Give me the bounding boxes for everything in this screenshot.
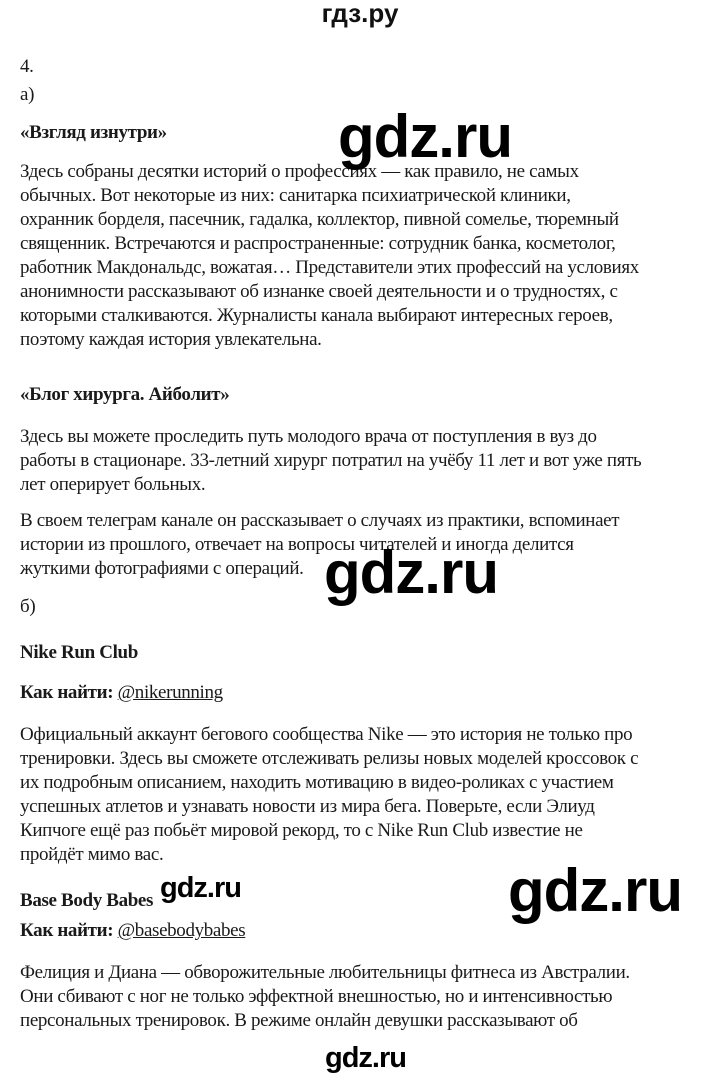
text-line: Кипчоге ещё раз побьёт мировой рекорд, то с Nike Run Club известие не: [20, 820, 583, 841]
text-line: обычных. Вот некоторые из них: санитарка психиатрической клиники,: [20, 185, 571, 206]
text-line: В своем телеграм канале он рассказывает о случаях из практики, вспоминает: [20, 510, 620, 531]
text-line: священник. Встречаются и распространенные: сотрудник банка, косметолог,: [20, 233, 616, 254]
text-line: Здесь вы можете проследить путь молодого врача от поступления в вуз до: [20, 426, 597, 447]
watermark: gdz.ru: [160, 872, 241, 904]
text-line: Фелиция и Диана — обворожительные любительницы фитнеса из Австралии.: [20, 962, 630, 983]
section-b-label: б): [20, 596, 36, 617]
text-line: работы в стационаре. 33-летний хирург потратил на учёбу 11 лет и вот уже пять: [20, 450, 642, 471]
channel-title: «Блог хирурга. Айболит»: [20, 384, 230, 405]
text-line: успешных атлетов и узнавать новости из мира бега. Поверьте, если Элиуд: [20, 796, 595, 817]
text-line: истории из прошлого, отвечает на вопросы читателей и иногда делится: [20, 534, 574, 555]
text-line: лет оперирует больных.: [20, 474, 206, 495]
site-header: гдз.ру: [321, 0, 399, 28]
text-line: Официальный аккаунт бегового сообщества Nike — это история не только про: [20, 724, 633, 745]
handle-link[interactable]: @basebodybabes: [117, 920, 246, 941]
channel-title: «Взгляд изнутри»: [20, 122, 167, 143]
task-number: 4.: [20, 56, 34, 77]
text-line: которыми сталкиваются. Журналисты канала выбирают интересных героев,: [20, 305, 613, 326]
text-line: охранник борделя, пасечник, гадалка, коллектор, пивной сомелье, тюремный: [20, 209, 619, 230]
account-title: Base Body Babes: [20, 890, 154, 911]
watermark: gdz.ru: [324, 539, 498, 606]
text-line: анонимности рассказывают об изнанке своей деятельности и о трудностях, с: [20, 281, 618, 302]
find-label: Как найти:: [20, 682, 114, 703]
text-line: поэтому каждая история увлекательна.: [20, 329, 322, 350]
account-title: Nike Run Club: [20, 642, 138, 663]
text-line: работник Макдональдс, вожатая… Представители этих профессий на условиях: [20, 257, 639, 278]
text-line: жуткими фотографиями с операций.: [20, 558, 304, 579]
text-line: пройдёт мимо вас.: [20, 844, 164, 865]
text-line: их подробным описанием, находить мотивацию в видео-роликах с участием: [20, 772, 614, 793]
watermark: gdz.ru: [338, 103, 512, 170]
find-row: [20, 919, 245, 943]
section-a-label: а): [20, 84, 35, 105]
watermark: gdz.ru: [325, 1042, 406, 1074]
text-line: тренировки. Здесь вы сможете отслеживать релизы новых моделей кроссовок с: [20, 748, 639, 769]
find-row: [20, 681, 223, 705]
watermark: gdz.ru: [508, 857, 682, 924]
text-line: персональных тренировок. В режиме онлайн девушки рассказывают об: [20, 1010, 578, 1031]
text-line: Здесь собраны десятки историй о профессиях — как правило, не самых: [20, 161, 579, 182]
handle-link[interactable]: @nikerunning: [117, 682, 223, 703]
text-line: Они сбивают с ног не только эффектной внешностью, но и интенсивностью: [20, 986, 613, 1007]
find-label: Как найти:: [20, 920, 114, 941]
